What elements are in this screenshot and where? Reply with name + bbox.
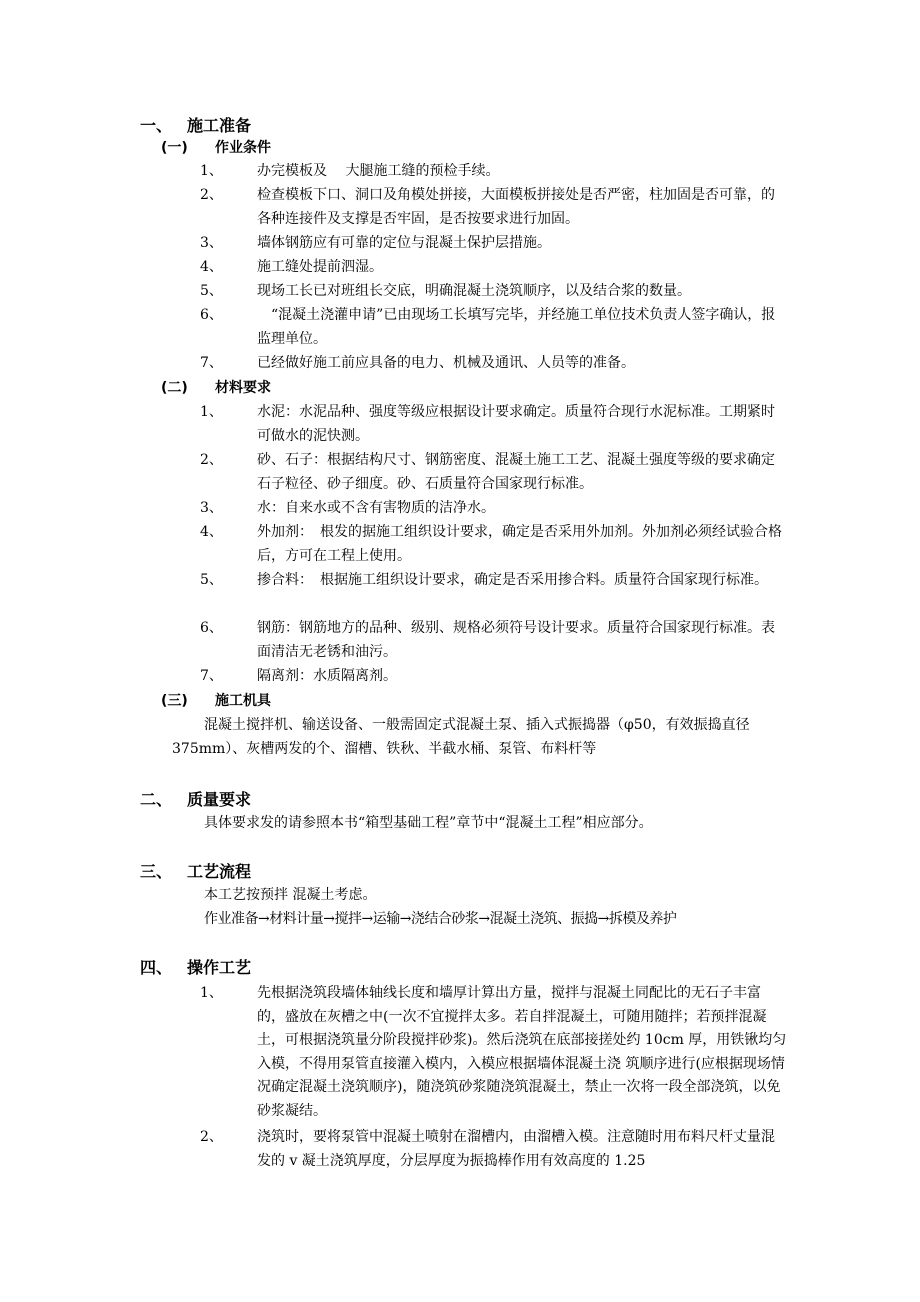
equipment-paragraph: 混凝土搅拌机、输送设备、一般需固定式混凝土泵、插入式振捣器（φ50，有效振捣直径375mm）、灰槽两发的个、溜槽、铁秋、半截水桶、泵管、布料杆等 [172,717,750,757]
item-number: 3、 [200,500,223,516]
item-text: 浇筑时，要将泵管中混凝土喷射在溜槽内，由溜槽入模。注意随时用布料尺杆丈量混发的 v 凝土浇筑厚度，分层厚度为振捣棒作用有效高度的 1.25 [257,1129,775,1169]
item-text: 外加剂： 根发的据施工组织设计要求，确定是否采用外加剂。外加剂必须经试验合格后，方可在工程上使用。 [257,524,782,564]
subsection-number: (一) [161,140,188,156]
item-number: 7、 [200,355,223,371]
item-text: 现场工长已对班组长交底，明确混凝土浇筑顺序，以及结合浆的数量。 [257,283,691,299]
item-number: 1、 [200,404,223,420]
subsection-number: (二) [161,380,188,396]
section-number: 二、 [140,790,173,809]
item-text: 办完模板及 大腿施工缝的预检手续。 [257,163,500,179]
item-number: 2、 [200,1129,223,1145]
item-number: 4、 [200,259,223,275]
section-title: 操作工艺 [187,958,252,977]
item-number: 1、 [200,985,223,1001]
section-number: 四、 [140,958,173,977]
item-text: 已经做好施工前应具备的电力、机械及通讯、人员等的准备。 [257,355,635,371]
item-number: 4、 [200,524,223,540]
section-number: 三、 [140,862,173,881]
item-number: 1、 [200,163,223,179]
item-number: 2、 [200,452,223,468]
section-title: 工艺流程 [187,862,252,881]
item-text: 墙体钢筋应有可靠的定位与混凝土保护层措施。 [257,235,551,251]
item-number: 3、 [200,235,223,251]
item-number: 6、 [200,307,223,323]
item-number: 2、 [200,187,223,203]
subsection-title: 作业条件 [215,140,271,156]
item-text: 隔离剂：水质隔离剂。 [257,668,397,684]
quality-paragraph: 具体要求发的请参照本书“箱型基础工程”章节中“混凝土工程”相应部分。 [204,815,653,831]
item-text: 砂、石子：根据结构尺寸、钢筋密度、混凝土施工工艺、混凝土强度等级的要求确定石子粒径、砂子细度。砂、石质量符合国家现行标准。 [257,452,775,492]
item-number: 5、 [200,572,223,588]
item-number: 5、 [200,283,223,299]
item-text: 水泥：水泥品种、强度等级应根据设计要求确定。质量符合现行水泥标准。工期紧时可做水的泥快测。 [257,404,775,444]
item-text: 掺合料： 根据施工组织设计要求，确定是否采用掺合料。质量符合国家现行标准。 [257,572,768,588]
item-text: 施工缝处提前泗湿。 [257,259,383,275]
item-text: “混凝土浇灌申请”已由现场工长填写完毕，并经施工单位技术负责人签字确认，报监理单位。 [257,307,776,347]
subsection-title: 材料要求 [215,380,271,396]
item-text: 钢筋：钢筋地方的品种、级别、规格必须符号设计要求。质量符合国家现行标准。表面清洁无老锈和油污。 [257,620,775,660]
item-text: 先根据浇筑段墙体轴线长度和墙厚计算出方量，搅拌与混凝土同配比的无石子丰富的，盛放在灰槽之中(一次不宜搅拌太多。若自拌混凝土，可随用随拌；若预拌混凝土，可根据浇筑量分阶段搅拌砂浆)。然后浇筑在底部接搓处约 10cm 厚，用铁锹均匀入模，不得用泵管直接灌入模内，入模应根据墙体混凝土浇 筑顺序进行(应根据现场情况确定混凝土浇筑顺序)，随浇筑砂浆随浇筑混凝土，禁止一次将一段全部浇筑，以免砂浆凝结。 [257,985,787,1119]
subsection-title: 施工机具 [215,693,271,709]
item-text: 水：自来水或不含有害物质的洁净水。 [257,500,495,516]
item-number: 7、 [200,668,223,684]
section-title: 质量要求 [187,790,252,809]
section-title: 施工准备 [187,116,252,135]
process-flow: 作业准备→材料计量→搅拌→运输→浇结合砂浆→混凝土浇筑、振捣→拆模及养护 [204,911,677,927]
process-note: 本工艺按预拌 混凝土考虑。 [204,887,377,903]
item-number: 6、 [200,620,223,636]
subsection-number: (三) [161,693,188,709]
item-text: 检查模板下口、洞口及角模处拼接，大面模板拼接处是否严密，柱加固是否可靠，的各种连接件及支撑是否牢固，是否按要求进行加固。 [257,187,775,227]
section-number: 一、 [140,116,173,135]
